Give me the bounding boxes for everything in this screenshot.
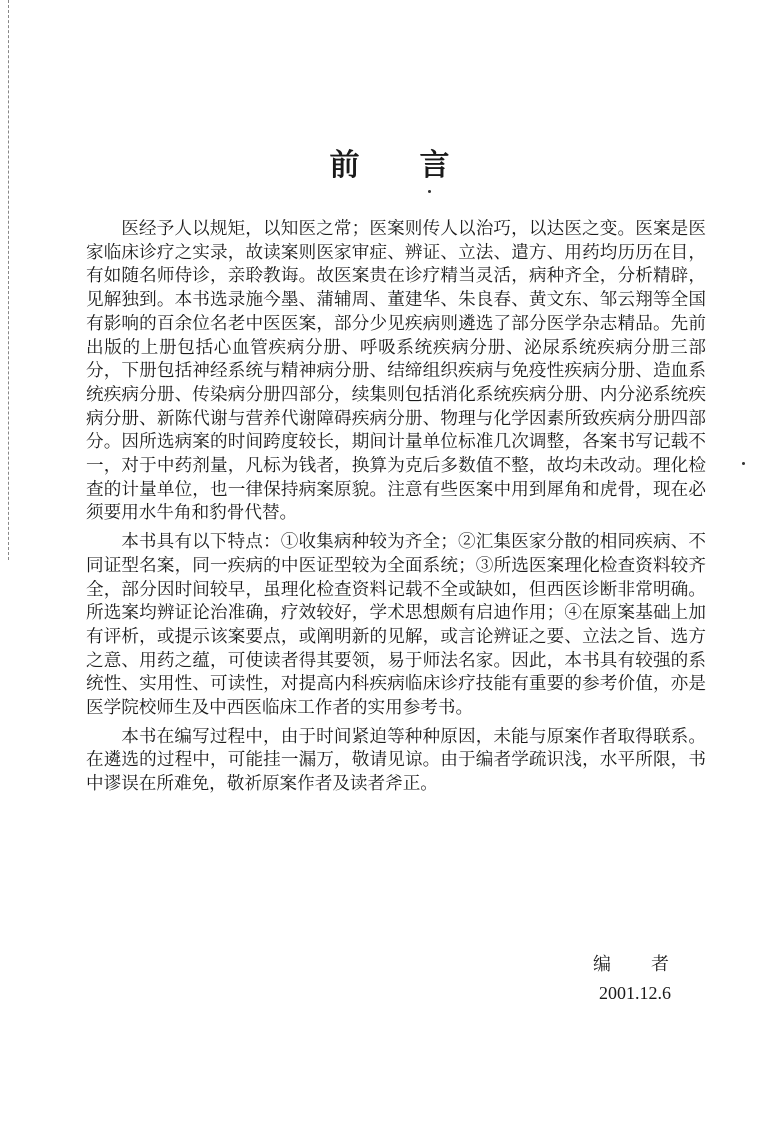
paragraph: 本书在编写过程中，由于时间紧迫等种种原因，未能与原案作者取得联系。在遴选的过程中，可能挂一漏万，敬请见谅。由于编者学疏识浅，水平所限，书中谬误在所难免，敬祈原案作者及读者斧正。 — [86, 726, 706, 795]
scan-speck — [428, 190, 431, 193]
author-signature: 编者 — [593, 954, 709, 975]
preface-date: 2001.12.6 — [599, 983, 671, 1003]
scan-speck — [742, 462, 745, 465]
paragraph: 医经予人以规矩，以知医之常；医案则传人以治巧，以达医之变。医案是医家临床诊疗之实录，故读案则医家审症、辨证、立法、遣方、用药均历历在目，有如随名师侍诊，亲聆教诲。故医案贵在诊疗精当灵活，病种齐全，分析精辟，见解独到。本书选录施今墨、蒲辅周、董建华、朱良春、黄文东、邹云翔等全国有影响的百余位名老中医医案，部分少见疾病则遴选了部分医学杂志精品。先前出版的上册包括心血管疾病分册、呼吸系统疾病分册、泌尿系统疾病分册三部分，下册包括神经系统与精神病分册、结缔组织疾病与免疫性疾病分册、造血系统疾病分册、传染病分册四部分，续集则包括消化系统疾病分册、内分泌系统疾病分册、新陈代谢与营养代谢障碍疾病分册、物理与化学因素所致疾病分册四部分。因所选病案的时间跨度较长，期间计量单位标准几次调整，各案书写记载不一，对于中药剂量，凡标为钱者，换算为克后多数值不整，故均未改动。理化检查的计量单位，也一律保持病案原貌。注意有些医案中用到犀角和虎骨，现在必须要用水牛角和豹骨代替。 — [86, 219, 706, 524]
paragraph: 本书具有以下特点：①收集病种较为齐全；②汇集医家分散的相同疾病、不同证型名案，同一疾病的中医证型较为全面系统；③所选医案理化检查资料较齐全，部分因时间较早，虽理化检查资料记载不全或缺如，但西医诊断非常明确。所选案均辨证论治准确，疗效较好，学术思想颇有启迪作用；④在原案基础上加有评析，或提示该案要点，或阐明新的见解，或言论辨证之要、立法之旨、选方之意、用药之蕴，可使读者得其要领，易于师法名家。因此，本书具有较强的系统性、实用性、可读性，对提高内科疾病临床诊疗技能有重要的参考价值，亦是医学院校师生及中西医临床工作者的实用参考书。 — [86, 532, 706, 719]
page-title — [0, 140, 779, 184]
binding-edge — [8, 0, 11, 560]
title-char: 言 — [419, 148, 450, 183]
title-char: 前 — [329, 148, 360, 183]
preface-body — [86, 218, 706, 802]
